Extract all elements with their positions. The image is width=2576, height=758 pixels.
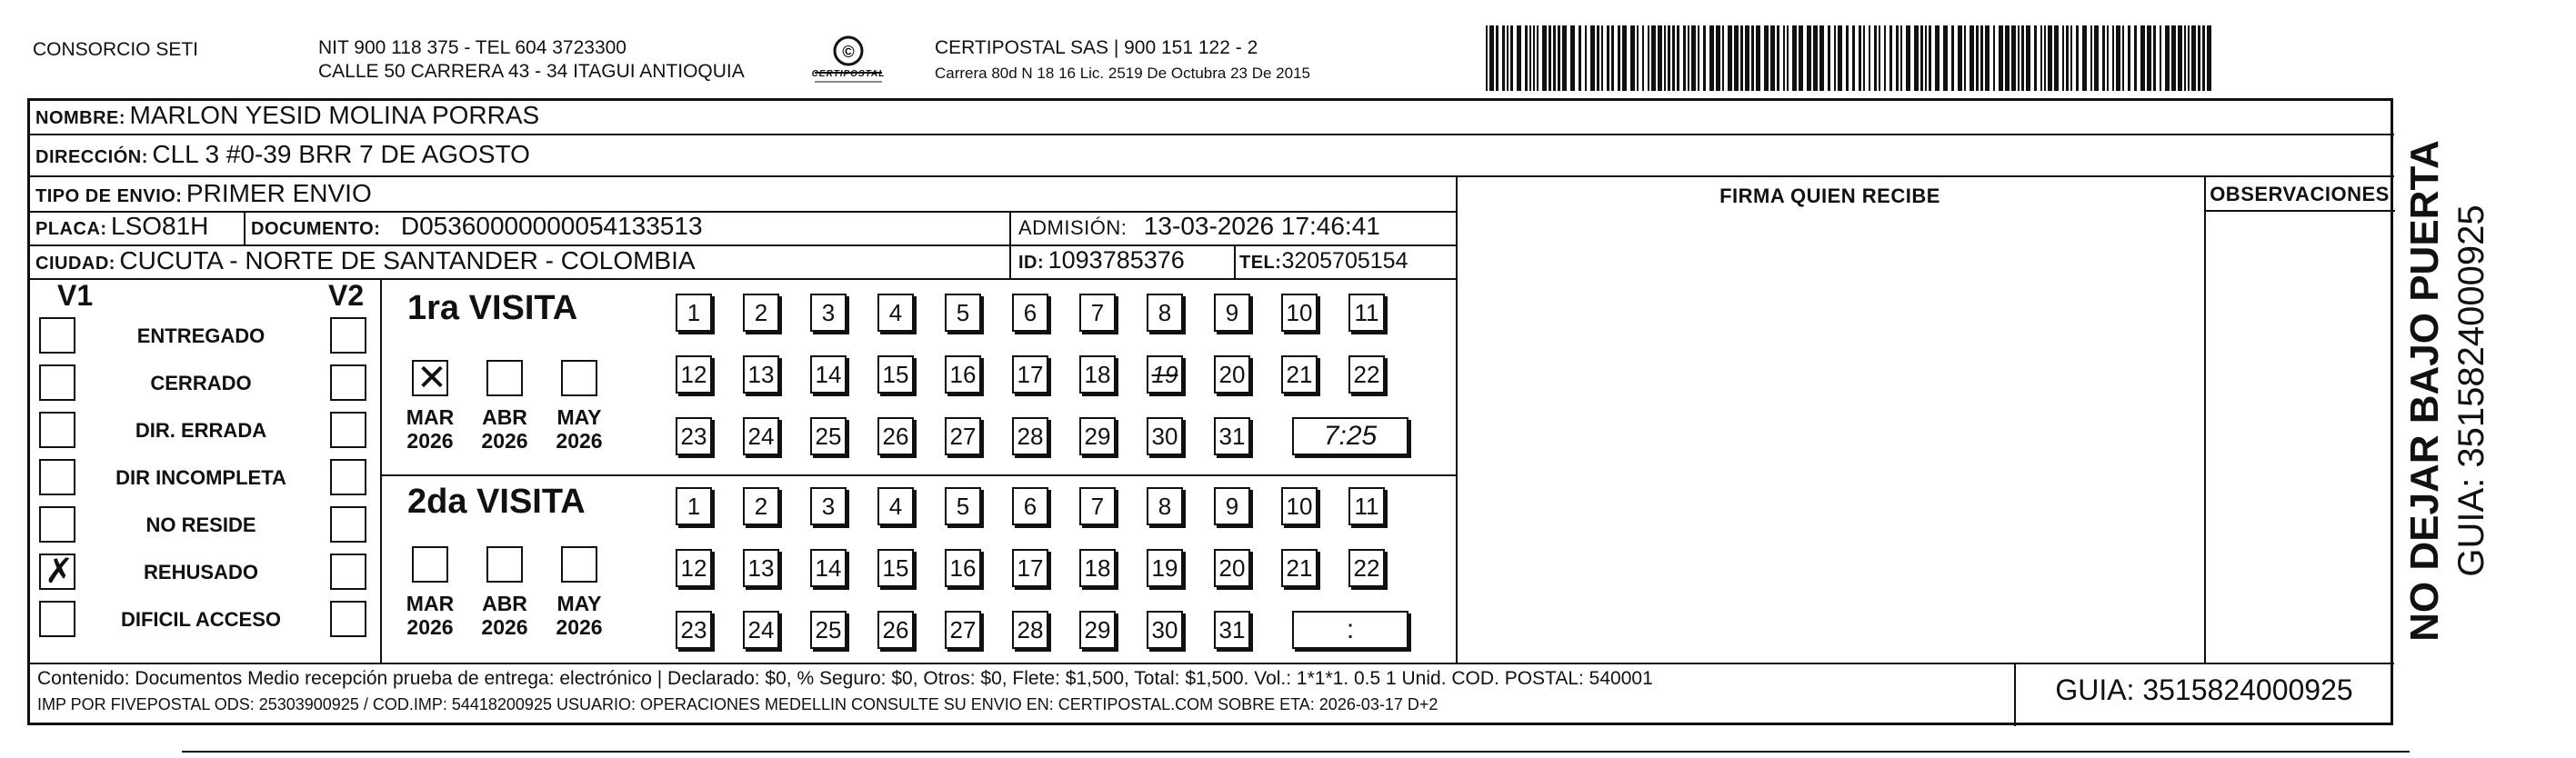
ciudad-field [35,246,696,275]
direccion-label: DIRECCIÓN: [35,147,148,167]
day-box[interactable]: 28 [1012,417,1048,455]
day-box[interactable]: 18 [1079,549,1116,587]
time-box[interactable]: : [1292,611,1408,649]
day-box[interactable]: 13 [743,549,779,587]
day-box[interactable]: 7 [1079,294,1116,332]
day-box[interactable]: 20 [1214,549,1250,587]
day-box[interactable]: 24 [743,611,779,649]
month-name: MAR [406,592,455,615]
day-box[interactable]: 31 [1214,417,1250,455]
ciudad-label: CIUDAD: [35,254,115,274]
month-name: ABR [482,405,527,429]
certipostal-logo [807,33,889,87]
certipostal-name: CERTIPOSTAL SAS | 900 151 122 - 2 [935,37,1258,58]
day-box[interactable]: 27 [945,417,981,455]
bottom-rule [182,751,2410,753]
day-box[interactable]: 14 [810,355,847,394]
day-box[interactable]: 19 [1147,549,1183,587]
guia-box-text: GUIA: 3515824000925 [2055,673,2353,706]
status-label: DIFICIL ACCESO [120,608,281,631]
day-box[interactable]: 11 [1348,487,1385,525]
day-box[interactable]: 5 [945,294,981,332]
v2-label: V2 [328,279,365,312]
month-checkbox[interactable] [486,546,523,583]
status-label: DIR. ERRADA [135,419,267,442]
month-label [547,592,611,639]
month-year: 2026 [406,429,454,453]
day-box[interactable]: 30 [1147,611,1183,649]
v2-checkbox[interactable] [330,554,366,590]
v2-checkbox[interactable] [330,412,366,448]
direccion-value: CLL 3 #0-39 BRR 7 DE AGOSTO [152,140,530,168]
tipo-field [35,179,372,208]
month-checkbox[interactable] [561,360,597,396]
v2-checkbox[interactable] [330,506,366,543]
ciudad-value: CUCUTA - NORTE DE SANTANDER - COLOMBIA [119,246,696,274]
month-checkbox[interactable] [486,360,523,396]
month-year: 2026 [481,615,528,639]
v1-checkbox[interactable] [39,364,75,401]
nombre-label: NOMBRE: [35,108,126,128]
day-box[interactable]: 21 [1281,355,1318,394]
month-label [398,592,462,639]
day-box[interactable]: 15 [877,549,914,587]
day-box[interactable]: 15 [877,355,914,394]
visit1-title: 1ra VISITA [407,289,578,327]
status-label: CERRADO [150,372,252,394]
day-box[interactable]: 11 [1348,294,1385,332]
day-box[interactable]: 10 [1281,487,1318,525]
day-box[interactable]: 30 [1147,417,1183,455]
day-box[interactable]: 12 [676,549,712,587]
placa-value: LSO81H [111,212,209,240]
tel-value: 3205705154 [1281,248,1408,274]
month-year: 2026 [406,615,454,639]
month-label [473,592,536,639]
day-box[interactable]: 16 [945,355,981,394]
day-box[interactable]: 3 [810,487,847,525]
tipo-value: PRIMER ENVIO [185,179,372,207]
placa-field [35,212,208,241]
day-box[interactable]: 27 [945,611,981,649]
company-name: CONSORCIO SETI [33,39,199,60]
direccion-field [35,140,530,169]
day-box[interactable]: 9 [1214,294,1250,332]
day-box[interactable]: 24 [743,417,779,455]
documento-label: DOCUMENTO: [251,219,381,239]
day-box[interactable]: 25 [810,611,847,649]
v2-checkbox[interactable] [330,364,366,401]
day-box[interactable]: 17 [1012,355,1048,394]
day-box[interactable]: 26 [877,611,914,649]
v1-checkbox[interactable] [39,412,75,448]
v1-checkbox[interactable] [39,506,75,543]
documento-value: D05360000000054133513 [400,212,703,240]
imp-line: IMP POR FIVEPOSTAL ODS: 25303900925 / COD.IMP: 54418200925 USUARIO: OPERACIONES MEDELLIN CONSULTE SU ENVIO EN: CERTIPOSTAL.COM SOBRE ETA: 2026-03-17 D+2 [37,695,1438,713]
status-label: REHUSADO [144,561,258,583]
day-box[interactable]: 28 [1012,611,1048,649]
firma-header: FIRMA QUIEN RECIBE [1719,185,1940,207]
v1-label: V1 [57,279,94,312]
day-box[interactable]: 25 [810,417,847,455]
month-checkbox[interactable] [412,546,448,583]
day-box[interactable]: 2 [743,294,779,332]
tel-label: TEL: [1239,253,1282,273]
day-box[interactable]: 29 [1079,417,1116,455]
side-warning: NO DEJAR BAJO PUERTA [2402,140,2447,642]
day-box[interactable]: 13 [743,355,779,394]
status-label: DIR INCOMPLETA [115,466,286,489]
day-box[interactable]: 4 [877,487,914,525]
side-text [2401,118,2537,663]
documento-field [251,212,703,241]
day-box[interactable]: 22 [1348,549,1385,587]
day-box[interactable]: 8 [1147,487,1183,525]
month-year: 2026 [556,615,603,639]
month-year: 2026 [556,429,603,453]
month-label [398,405,462,453]
admision-value: 13-03-2026 17:46:41 [1143,212,1380,240]
day-box[interactable]: 1 [676,487,712,525]
day-box[interactable]: 3 [810,294,847,332]
status-label: NO RESIDE [145,514,256,536]
visit2-title: 2da VISITA [407,483,586,521]
admision-field [1018,212,1380,241]
month-name: MAY [556,405,602,429]
v2-checkbox[interactable] [330,459,366,495]
check-mark-icon: ✗ [45,551,74,591]
v2-checkbox[interactable] [330,317,366,354]
day-box[interactable]: 20 [1214,355,1250,394]
v1-checkbox[interactable] [39,459,75,495]
id-value: 1093785376 [1047,246,1185,274]
v1-checkbox[interactable] [39,317,75,354]
status-label: ENTREGADO [136,324,266,347]
day-box[interactable]: 22 [1348,355,1385,394]
admision-label: ADMISIÓN: [1018,216,1128,239]
v2-checkbox[interactable] [330,601,366,637]
month-checkbox[interactable] [561,546,597,583]
check-mark-icon: ✕ [416,358,447,398]
day-box[interactable]: 12 [676,355,712,394]
day-box[interactable]: 23 [676,611,712,649]
time-box[interactable]: 7:25 [1292,417,1408,455]
day-box[interactable]: 6 [1012,294,1048,332]
address-line: CALLE 50 CARRERA 43 - 34 ITAGUI ANTIOQUIA [318,61,745,82]
day-box[interactable]: 31 [1214,611,1250,649]
day-box[interactable]: 29 [1079,611,1116,649]
tel-field [1239,248,1408,274]
content-line: Contenido: Documentos Medio recepción prueba de entrega: electrónico | Declarado: $0, % Seguro: $0, Otros: $0, Flete: $1,500, Total: $1,500. Vol.: 1*1*1. 0.5 1 Unid. COD. POSTAL: 540001 [37,668,1653,689]
month-label [473,405,536,453]
certipostal-address: Carrera 80d N 18 16 Lic. 2519 De Octubra 23 De 2015 [935,65,1310,82]
svg-text:©: © [842,43,855,61]
day-box[interactable]: 1 [676,294,712,332]
tipo-label: TIPO DE ENVIO: [35,186,183,206]
barcode [1484,25,2211,95]
side-guia: GUIA: 3515824000925 [2451,204,2491,577]
day-box[interactable]: 2 [743,487,779,525]
day-box[interactable]: 18 [1079,355,1116,394]
shipping-form [27,98,2393,725]
month-name: MAR [406,405,455,429]
day-box[interactable]: 17 [1012,549,1048,587]
month-checkbox[interactable] [412,360,448,396]
nombre-value: MARLON YESID MOLINA PORRAS [129,101,540,129]
id-label: ID: [1018,253,1045,273]
placa-label: PLACA: [35,219,107,239]
day-box[interactable]: 14 [810,549,847,587]
v1-checkbox[interactable] [39,551,75,591]
day-box[interactable]: 16 [945,549,981,587]
day-box[interactable]: 23 [676,417,712,455]
day-box[interactable]: 19 [1147,355,1183,394]
month-name: MAY [556,592,602,615]
month-name: ABR [482,592,527,615]
id-field [1018,246,1185,274]
day-box[interactable]: 8 [1147,294,1183,332]
v1-checkbox[interactable] [39,601,75,637]
month-year: 2026 [481,429,528,453]
day-box[interactable]: 4 [877,294,914,332]
day-box[interactable]: 10 [1281,294,1318,332]
day-box[interactable]: 6 [1012,487,1048,525]
month-label [547,405,611,453]
observaciones-header: OBSERVACIONES [2210,183,2390,205]
day-box[interactable]: 9 [1214,487,1250,525]
nombre-field [35,101,539,130]
day-box[interactable]: 26 [877,417,914,455]
day-box[interactable]: 5 [945,487,981,525]
day-box[interactable]: 21 [1281,549,1318,587]
day-box[interactable]: 7 [1079,487,1116,525]
nit-line: NIT 900 118 375 - TEL 604 3723300 [318,37,626,58]
logo-text: CERTIPOSTAL [811,69,886,79]
